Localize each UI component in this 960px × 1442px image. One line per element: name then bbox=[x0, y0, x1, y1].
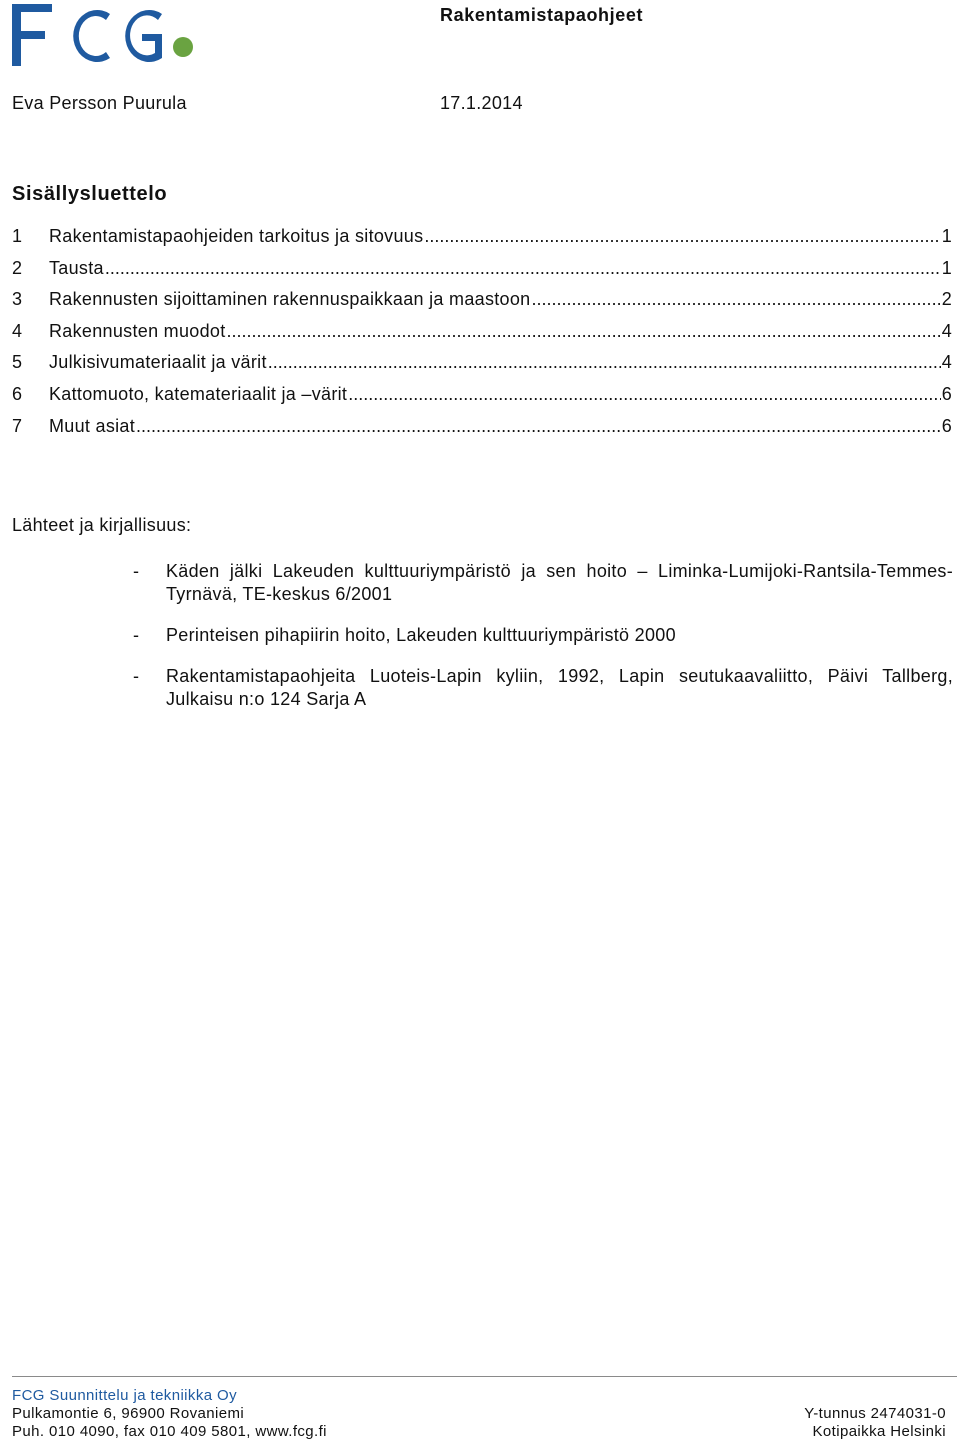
toc-entry-title: Rakentamistapaohjeiden tarkoitus ja sitovuus bbox=[49, 226, 424, 246]
toc-leader-dots bbox=[424, 226, 940, 247]
toc-entry-page: 1 bbox=[941, 257, 952, 278]
toc-entry-page: 4 bbox=[941, 352, 952, 373]
toc-heading: Sisällysluettelo bbox=[12, 183, 168, 205]
footer-divider bbox=[12, 1376, 957, 1377]
sources-heading: Lähteet ja kirjallisuus: bbox=[12, 515, 192, 535]
toc-entry-title: Kattomuoto, katemateriaalit ja –värit bbox=[49, 383, 348, 404]
toc-entry-page: 6 bbox=[941, 383, 952, 404]
source-bullet: - bbox=[133, 666, 140, 686]
source-bullet: - bbox=[133, 561, 140, 581]
source-item bbox=[133, 624, 953, 647]
toc-entry[interactable] bbox=[12, 226, 952, 258]
toc-leader-dots bbox=[136, 416, 941, 437]
toc-entry[interactable] bbox=[12, 416, 952, 448]
table-of-contents bbox=[12, 226, 952, 447]
source-text: Rakentamistapaohjeita Luoteis-Lapin kyliin, 1992, Lapin seutukaavaliitto, Päivi Tallberg, Julkaisu n:o 124 Sarja A bbox=[166, 666, 953, 709]
toc-entry-number: 6 bbox=[12, 383, 23, 404]
toc-leader-dots bbox=[348, 384, 940, 405]
toc-entry-number: 4 bbox=[12, 320, 23, 341]
document-title: Rakentamistapaohjeet bbox=[440, 5, 644, 25]
toc-leader-dots bbox=[268, 352, 941, 373]
footer-domicile: Kotipaikka Helsinki bbox=[812, 1423, 946, 1440]
toc-entry-title: Tausta bbox=[49, 257, 104, 278]
toc-leader-dots bbox=[531, 289, 940, 310]
fcg-logo bbox=[12, 2, 202, 68]
document-date: 17.1.2014 bbox=[440, 93, 523, 113]
source-item bbox=[133, 560, 953, 606]
toc-entry-number: 2 bbox=[12, 257, 23, 278]
footer-contact: Puh. 010 4090, fax 010 409 5801, www.fcg.fi bbox=[12, 1423, 327, 1440]
fcg-logo-letters bbox=[12, 4, 162, 66]
toc-entry[interactable] bbox=[12, 384, 952, 416]
source-bullet: - bbox=[133, 625, 140, 645]
toc-entry-page: 4 bbox=[941, 320, 952, 341]
toc-entry[interactable] bbox=[12, 352, 952, 384]
source-text: Perinteisen pihapiirin hoito, Lakeuden kulttuuriympäristö 2000 bbox=[166, 625, 676, 645]
toc-leader-dots bbox=[105, 258, 941, 279]
toc-entry[interactable] bbox=[12, 289, 952, 321]
toc-entry-title: Muut asiat bbox=[49, 415, 136, 436]
toc-entry-number: 5 bbox=[12, 352, 23, 373]
footer-business-id: Y-tunnus 2474031-0 bbox=[804, 1405, 946, 1422]
toc-entry-page: 2 bbox=[941, 289, 952, 310]
toc-entry-title: Rakennusten muodot bbox=[49, 320, 226, 341]
toc-entry-number: 1 bbox=[12, 226, 23, 246]
author-name: Eva Persson Puurula bbox=[12, 93, 187, 113]
toc-entry-page: 1 bbox=[941, 226, 952, 246]
toc-entry[interactable] bbox=[12, 321, 952, 353]
toc-entry-page: 6 bbox=[941, 415, 952, 436]
fcg-logo-dot bbox=[173, 37, 193, 57]
footer-company-name: FCG Suunnittelu ja tekniikka Oy bbox=[12, 1387, 237, 1404]
sources-list bbox=[133, 560, 953, 729]
toc-entry[interactable] bbox=[12, 258, 952, 290]
source-item bbox=[133, 665, 953, 711]
toc-leader-dots bbox=[227, 321, 941, 342]
toc-entry-number: 3 bbox=[12, 289, 23, 310]
toc-entry-title: Julkisivumateriaalit ja värit bbox=[49, 352, 267, 373]
toc-entry-number: 7 bbox=[12, 415, 23, 436]
source-text: Käden jälki Lakeuden kulttuuriympäristö ja sen hoito – Liminka-Lumijoki-Rantsila-Temmes-Tyrnävä, TE-keskus 6/2001 bbox=[166, 561, 953, 604]
toc-entry-title: Rakennusten sijoittaminen rakennuspaikkaan ja maastoon bbox=[49, 289, 531, 310]
footer-address: Pulkamontie 6, 96900 Rovaniemi bbox=[12, 1405, 245, 1422]
